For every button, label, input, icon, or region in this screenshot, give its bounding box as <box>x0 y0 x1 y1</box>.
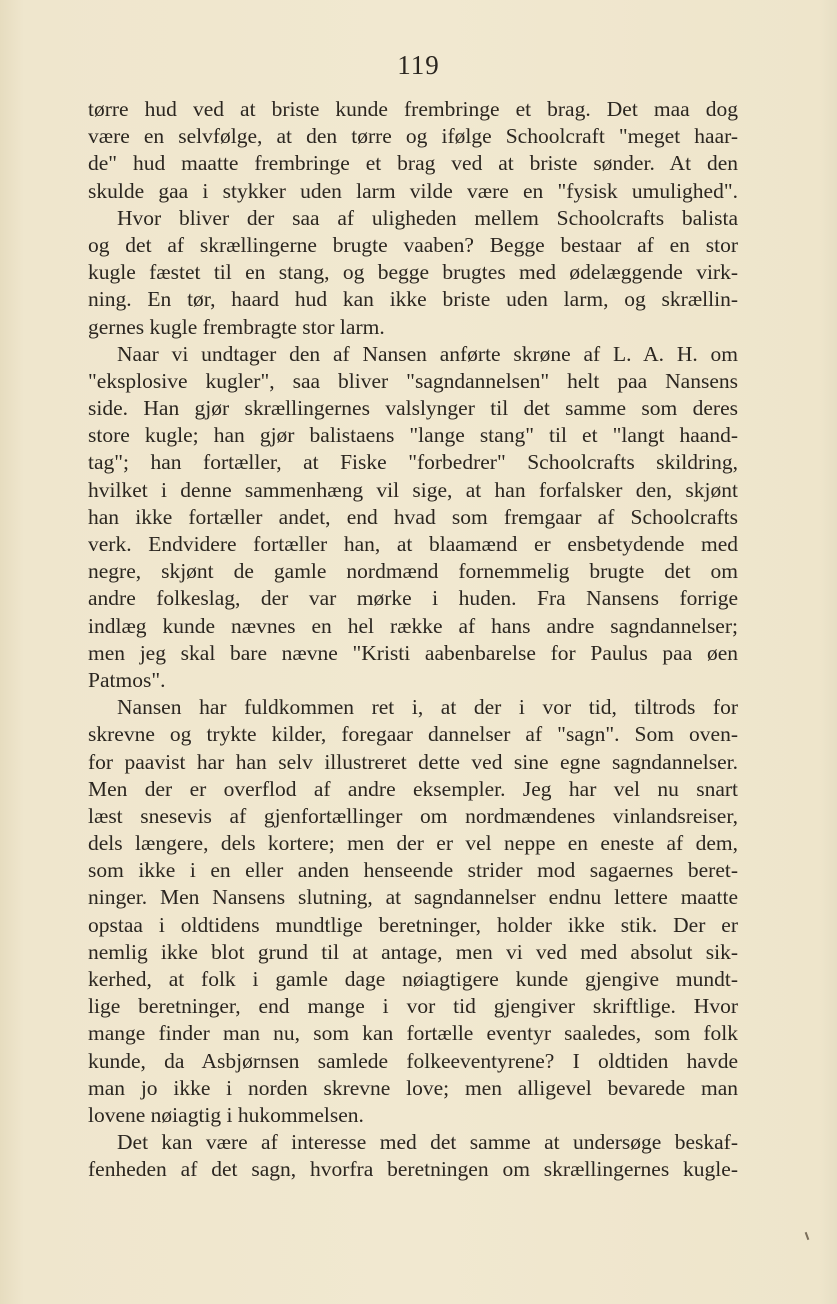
text-line: Naar vi undtager den af Nansen anførte skrøne af L. A. H. om <box>117 341 738 366</box>
text-line: Nansen har fuldkommen ret i, at der i vor tid, tiltrods for <box>117 695 738 720</box>
text-line: lovene nøiagtig i hukommelsen. <box>88 1102 364 1127</box>
text-line: han ikke fortæller andet, end hvad som fremgaar af Schoolcrafts <box>88 504 738 529</box>
text-line: andre folkeslag, der var mørke i huden. Fra Nansens forrige <box>88 586 738 611</box>
text-line: negre, skjønt de gamle nordmænd fornemmelig brugte det om <box>88 559 738 584</box>
text-line: man jo ikke i norden skrevne love; men alligevel bevarede man <box>88 1075 738 1100</box>
text-line: opstaa i oldtidens mundtlige beretninger, holder ikke stik. Der er <box>88 912 738 937</box>
text-line: være en selvfølge, at den tørre og ifølge Schoolcraft "meget haar- <box>88 124 738 149</box>
text-line: men jeg skal bare nævne "Kristi aabenbarelse for Paulus paa øen <box>88 640 738 665</box>
text-line: kerhed, at folk i gamle dage nøiagtigere kunde gjengive mundt- <box>88 967 738 991</box>
text-line: Hvor bliver der saa af uligheden mellem Schoolcrafts balista <box>117 205 738 230</box>
text-line: kunde, da Asbjørnsen samlede folkeeventyrene? I oldtiden havde <box>88 1048 738 1073</box>
text-line: indlæg kunde nævnes en hel række af hans andre sagndannelser; <box>88 613 738 638</box>
text-line: læst snesevis af gjenfortællinger om nordmændenes vinlandsreiser, <box>88 803 738 828</box>
text-line: Det kan være af interesse med det samme at undersøge beskaf- <box>117 1130 738 1155</box>
text-line: fenheden af det sagn, hvorfra beretningen om skrællingernes kugle- <box>88 1157 738 1182</box>
text-line: skulde gaa i stykker uden larm vilde være en "fysisk umulighed". <box>88 178 738 203</box>
text-line: store kugle; han gjør balistaens "lange stang" til et "langt haand- <box>88 423 738 448</box>
text-line: for paavist har han selv illustreret dette ved sine egne sagndannelser. <box>88 749 738 774</box>
text-line: lige beretninger, end mange i vor tid gjengiver skriftlige. Hvor <box>88 994 738 1019</box>
text-line: tørre hud ved at briste kunde frembringe et brag. Det maa dog <box>88 97 738 121</box>
text-line: ning. En tør, haard hud kan ikke briste uden larm, og skrællin- <box>88 287 738 312</box>
text-line: ninger. Men Nansens slutning, at sagndannelser endnu lettere maatte <box>88 885 738 910</box>
print-speck <box>805 1232 810 1240</box>
text-line: side. Han gjør skrællingernes valslynger til det samme som deres <box>88 396 738 421</box>
text-line: tag"; han fortæller, at Fiske "forbedrer" Schoolcrafts skildring, <box>88 450 738 475</box>
text-line: gernes kugle frembragte stor larm. <box>88 314 385 339</box>
text-line: som ikke i en eller anden henseende strider mod sagaernes beret- <box>88 858 738 883</box>
body-text <box>88 96 738 1184</box>
text-line: mange finder man nu, som kan fortælle eventyr saaledes, som folk <box>88 1021 738 1046</box>
text-line: Patmos". <box>88 667 166 692</box>
text-line: Men der er overflod af andre eksempler. Jeg har vel nu snart <box>88 776 738 801</box>
text-line: og det af skrællingerne brugte vaaben? Begge bestaar af en stor <box>88 232 738 257</box>
text-line: skrevne og trykte kilder, foregaar dannelser af "sagn". Som oven- <box>88 722 738 747</box>
text-line: hvilket i denne sammenhæng vil sige, at han forfalsker den, skjønt <box>88 477 738 502</box>
page-number: 119 <box>397 50 440 80</box>
text-line: de" hud maatte frembringe et brag ved at briste sønder. At den <box>88 151 738 176</box>
text-line: kugle fæstet til en stang, og begge brugtes med ødelæggende virk- <box>88 260 738 285</box>
text-line: "eksplosive kugler", saa bliver "sagndannelsen" helt paa Nansens <box>88 368 738 393</box>
text-line: nemlig ikke blot grund til at antage, men vi ved med absolut sik- <box>88 939 738 964</box>
text-line: verk. Endvidere fortæller han, at blaamænd er ensbetydende med <box>88 532 738 556</box>
text-line: dels længere, dels kortere; men der er vel neppe en eneste af dem, <box>88 831 738 856</box>
